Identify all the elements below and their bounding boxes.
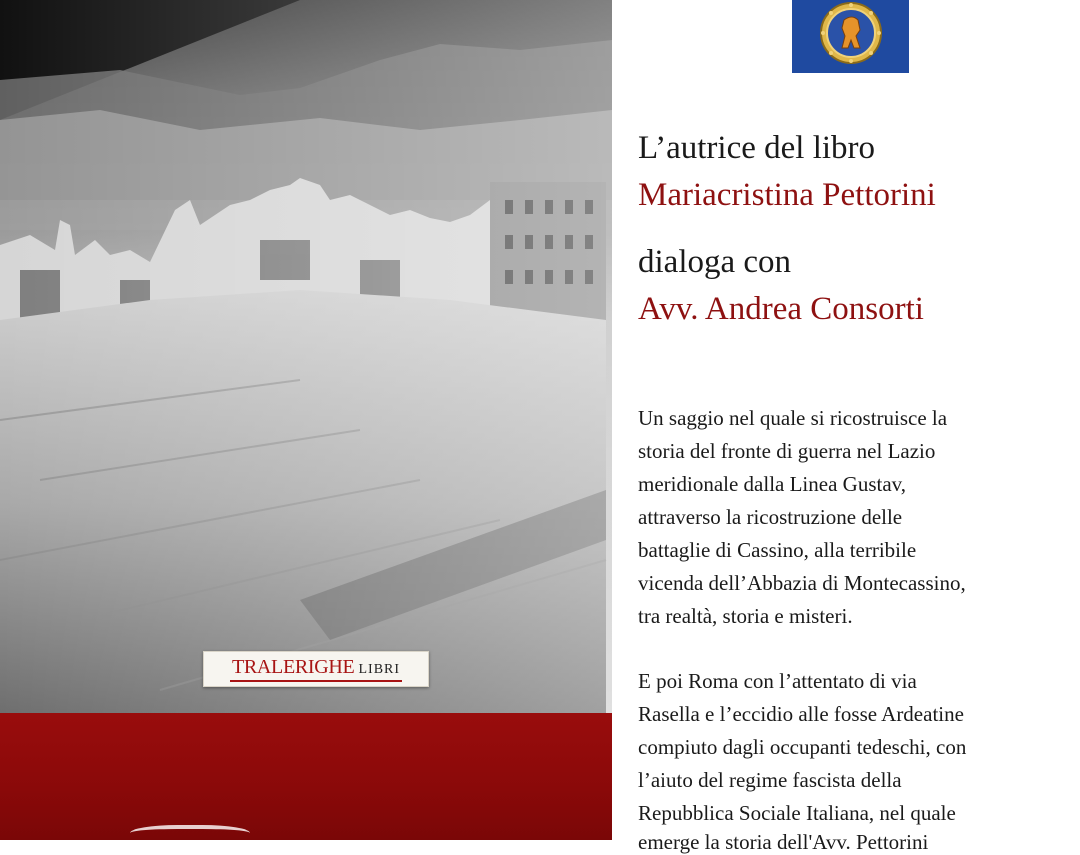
description-line: Rasella e l’eccidio alle fosse Ardeatine [638,702,964,726]
coat-of-arms-icon [816,0,886,70]
cover-partial-lettering [130,825,250,845]
heading-intro: L’autrice del libro [638,130,876,166]
description-line: tra realtà, storia e misteri. [638,604,853,628]
description-line: storia del fronte di guerra nel Lazio [638,439,936,463]
publisher-suffix: LIBRI [358,662,401,677]
description-line: E poi Roma con l’attentato di via [638,669,917,693]
description-line: meridionale dalla Linea Gustav, [638,472,907,496]
description-line: battaglie di Cassino, alla terribile [638,538,917,562]
coat-of-arms [792,0,909,73]
description-line: compiuto dagli occupanti tedeschi, con [638,735,967,759]
author-name: Mariacristina Pettorini [638,177,936,213]
description-line: Repubblica Sociale Italiana, nel quale [638,801,956,825]
abbey-ruins-photo [0,0,612,715]
publisher-name: TRALERIGHE [231,656,355,678]
description-line: l’aiuto del regime fascista della [638,768,902,792]
cover-red-band [0,713,612,840]
heading-dialogue: dialoga con [638,244,792,280]
publisher-logo [203,651,429,687]
description-line: vicenda dell’Abbazia di Montecassino, [638,571,966,595]
description-line: Un saggio nel quale si ricostruisce la [638,406,948,430]
description-line: emerge la storia dell'Avv. Pettorini [638,830,929,854]
guest-name: Avv. Andrea Consorti [638,291,924,327]
description-line: attraverso la ricostruzione delle [638,505,903,529]
